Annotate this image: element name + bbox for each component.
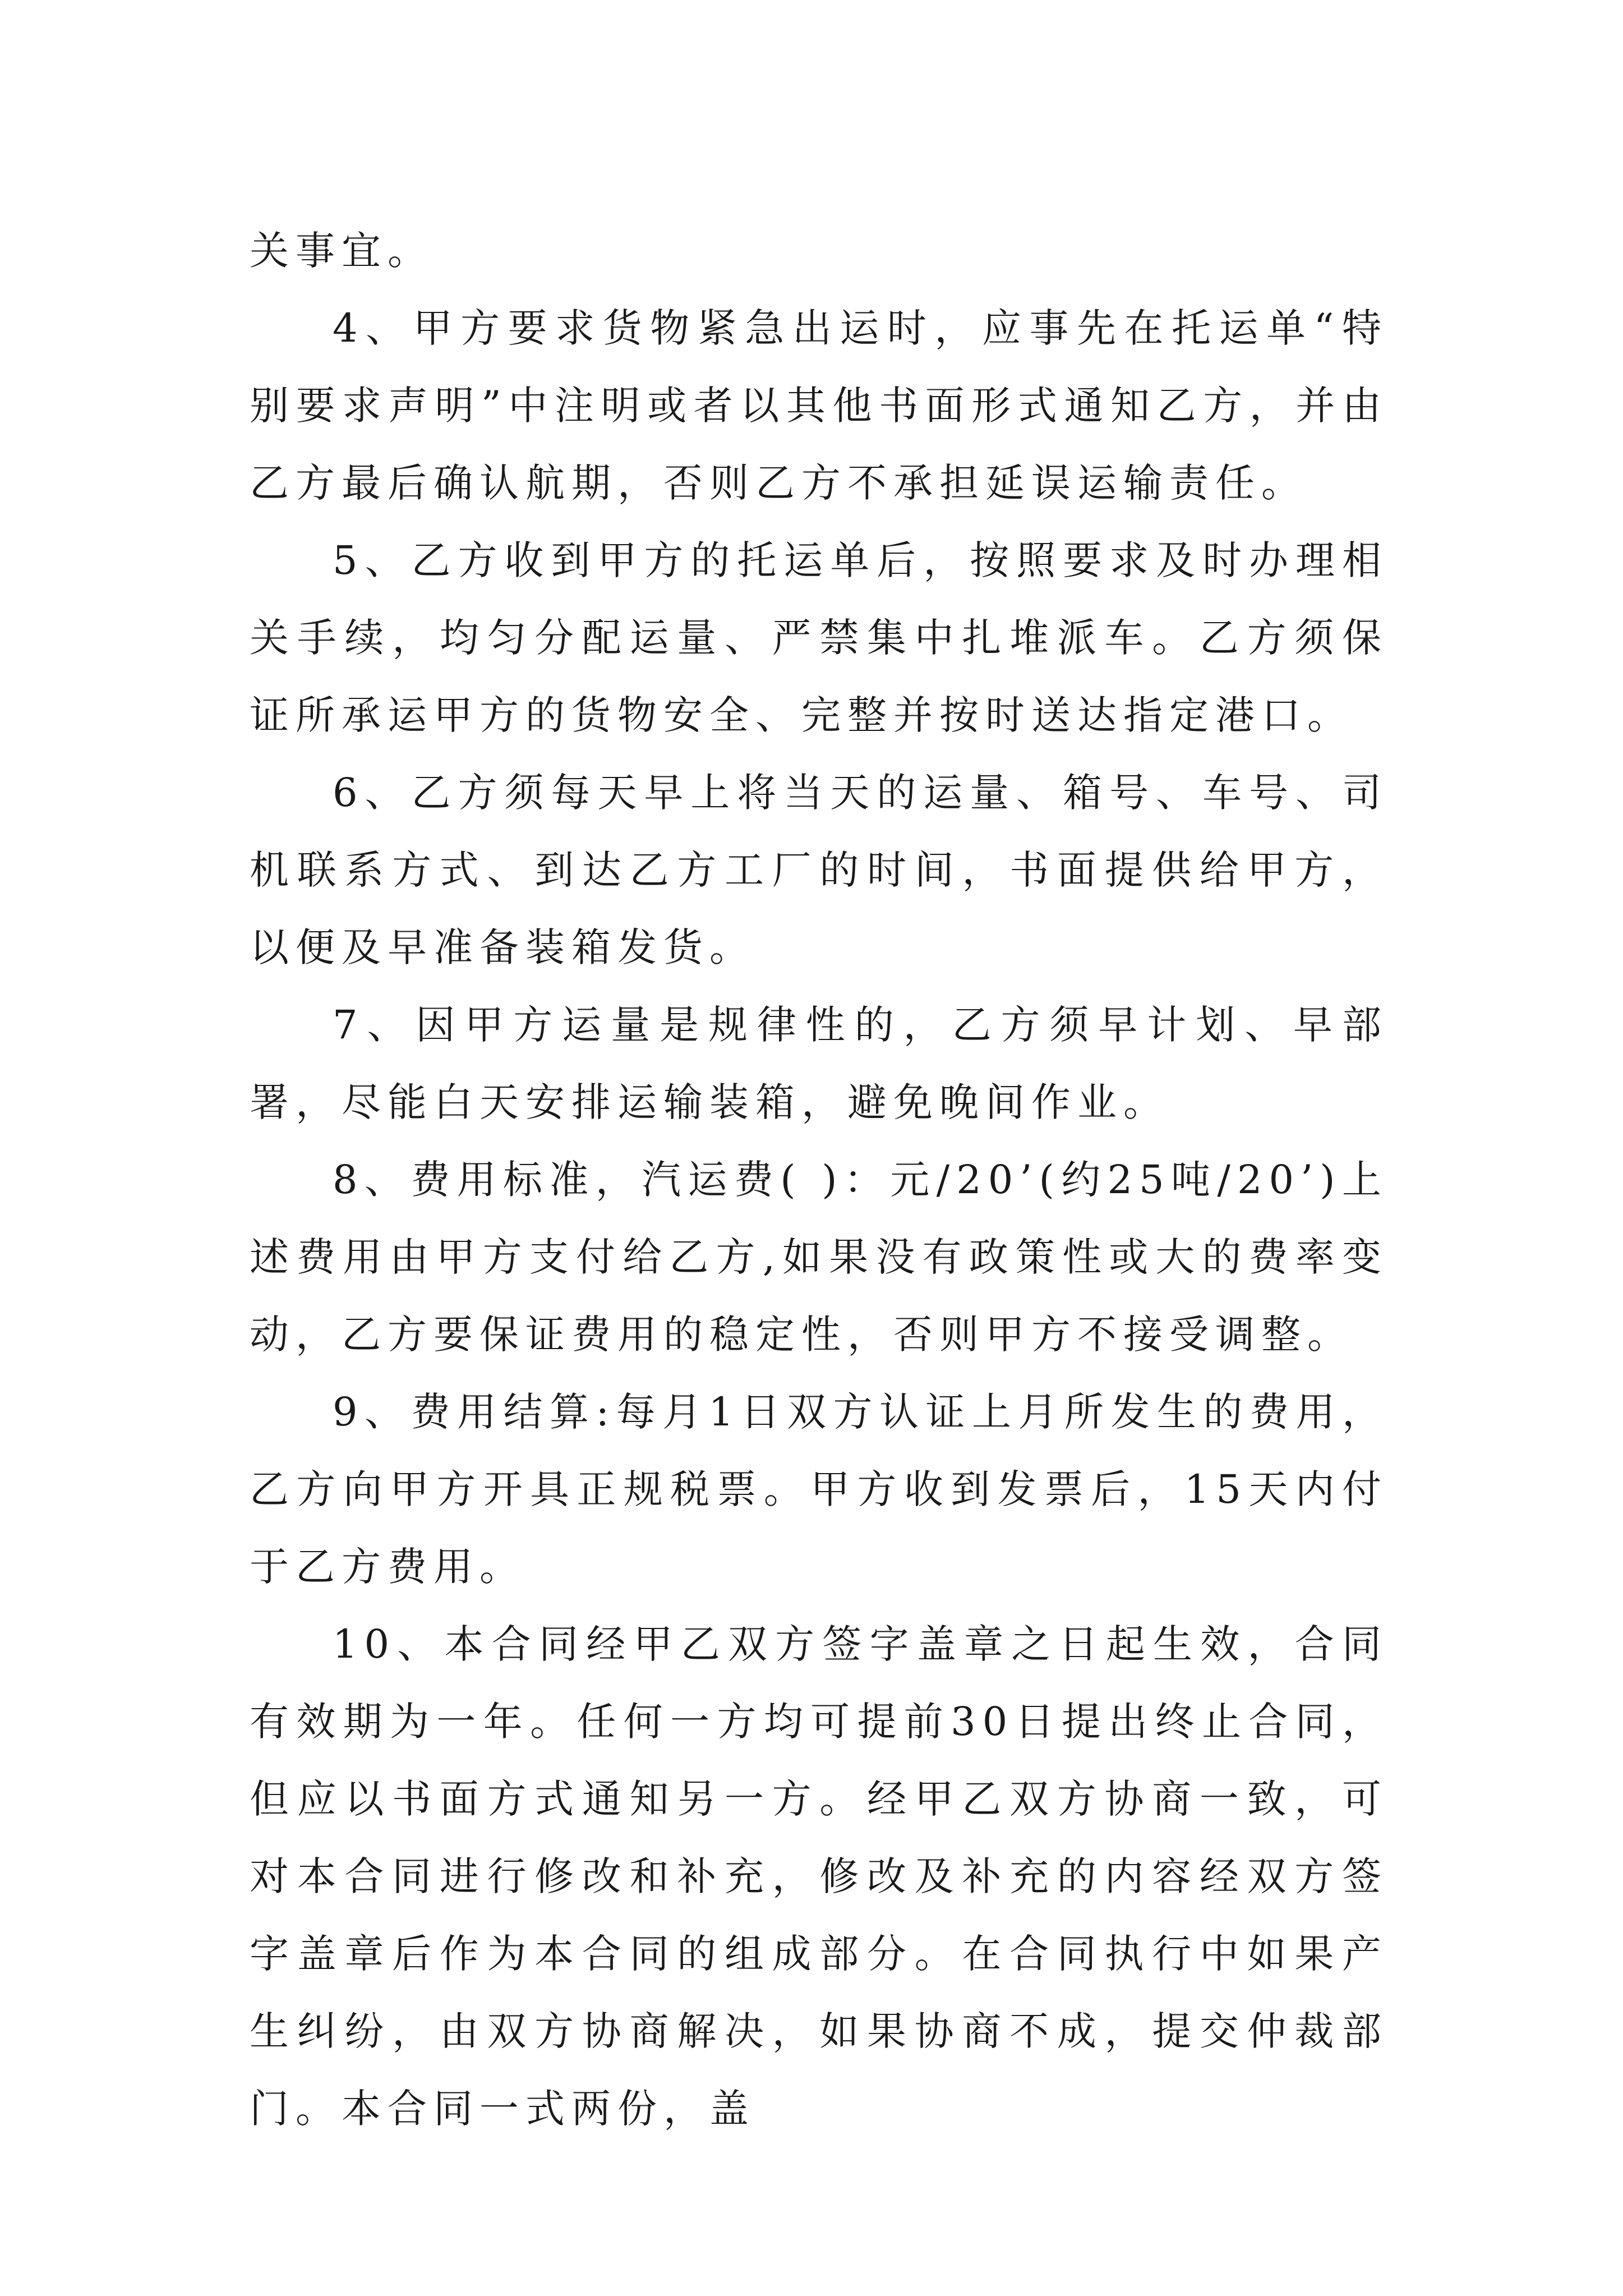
paragraph-clause-8: 8、费用标准，汽运费( )：元/20’(约25吨/20’)上述费用由甲方支付给乙方,如果没有政策性或大的费率变动，乙方要保证费用的稳定性，否则甲方不接受调整。 xyxy=(250,1157,1388,1358)
paragraph-clause-4: 4、甲方要求货物紧急出运时，应事先在托运单“特别要求声明”中注明或者以其他书面形式通知乙方，并由乙方最后确认航期，否则乙方不承担延误运输责任。 xyxy=(250,305,1388,506)
paragraph-continuation: 关事宜。 xyxy=(250,228,434,274)
paragraph-clause-9: 9、费用结算:每月1日双方认证上月所发生的费用，乙方向甲方开具正规税票。甲方收到发票后，15天内付于乙方费用。 xyxy=(250,1389,1388,1590)
document-body xyxy=(250,212,1388,2147)
paragraph-clause-6: 6、乙方须每天早上将当天的运量、箱号、车号、司机联系方式、到达乙方工厂的时间，书面提供给甲方，以便及早准备装箱发货。 xyxy=(250,770,1388,970)
paragraph-clause-7: 7、因甲方运量是规律性的，乙方须早计划、早部署，尽能白天安排运输装箱，避免晚间作业。 xyxy=(250,1002,1388,1125)
paragraph-clause-10: 10、本合同经甲乙双方签字盖章之日起生效，合同有效期为一年。任何一方均可提前30日提出终止合同，但应以书面方式通知另一方。经甲乙双方协商一致，可对本合同进行修改和补充，修改及补充的内容经双方签字盖章后作为本合同的组成部分。在合同执行中如果产生纠纷，由双方协商解决，如果协商不成，提交仲裁部门。本合同一式两份，盖 xyxy=(250,1621,1388,2132)
paragraph-clause-5: 5、乙方收到甲方的托运单后，按照要求及时办理相关手续，均匀分配运量、严禁集中扎堆派车。乙方须保证所承运甲方的货物安全、完整并按时送达指定港口。 xyxy=(250,537,1388,738)
